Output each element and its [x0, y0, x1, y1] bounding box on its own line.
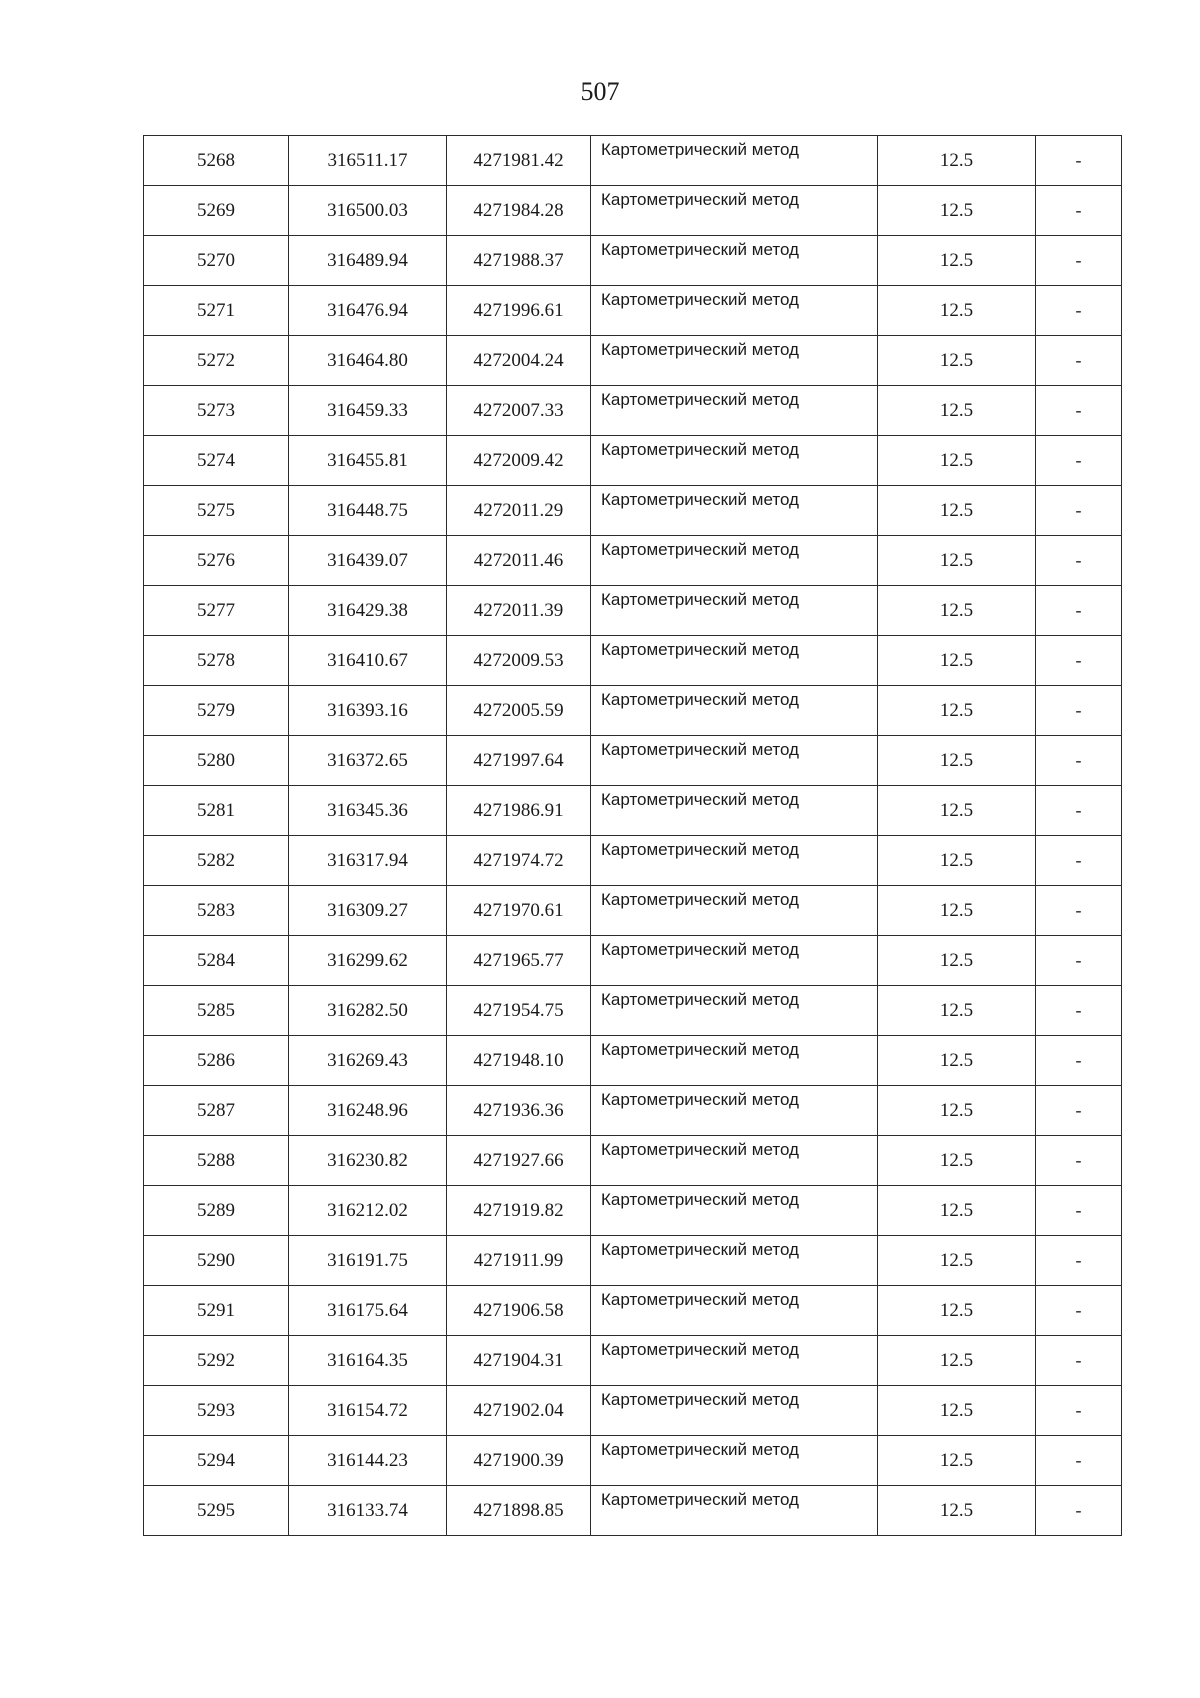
y-coordinate-cell: 4272009.53 — [447, 636, 591, 686]
y-coordinate-cell: 4272011.39 — [447, 586, 591, 636]
note-cell: - — [1036, 1486, 1122, 1536]
note-cell: - — [1036, 136, 1122, 186]
table-row — [144, 1286, 1122, 1336]
method-cell: Картометрический метод — [591, 636, 878, 686]
point-number-cell: 5294 — [144, 1436, 289, 1486]
accuracy-cell: 12.5 — [878, 236, 1036, 286]
x-coordinate-cell: 316345.36 — [289, 786, 447, 836]
page-number: 507 — [580, 77, 620, 106]
x-coordinate-cell: 316248.96 — [289, 1086, 447, 1136]
x-coordinate-cell: 316282.50 — [289, 986, 447, 1036]
accuracy-cell: 12.5 — [878, 486, 1036, 536]
point-number-cell: 5285 — [144, 986, 289, 1036]
method-cell: Картометрический метод — [591, 686, 878, 736]
point-number-cell: 5282 — [144, 836, 289, 886]
note-cell: - — [1036, 1336, 1122, 1386]
x-coordinate-cell: 316191.75 — [289, 1236, 447, 1286]
accuracy-cell: 12.5 — [878, 836, 1036, 886]
accuracy-cell: 12.5 — [878, 1136, 1036, 1186]
y-coordinate-cell: 4272005.59 — [447, 686, 591, 736]
y-coordinate-cell: 4272009.42 — [447, 436, 591, 486]
x-coordinate-cell: 316511.17 — [289, 136, 447, 186]
x-coordinate-cell: 316317.94 — [289, 836, 447, 886]
y-coordinate-cell: 4271906.58 — [447, 1286, 591, 1336]
method-cell: Картометрический метод — [591, 1086, 878, 1136]
table-row — [144, 136, 1122, 186]
point-number-cell: 5279 — [144, 686, 289, 736]
coordinates-table-body — [144, 136, 1122, 1536]
accuracy-cell: 12.5 — [878, 1436, 1036, 1486]
table-row — [144, 486, 1122, 536]
point-number-cell: 5289 — [144, 1186, 289, 1236]
y-coordinate-cell: 4271986.91 — [447, 786, 591, 836]
point-number-cell: 5292 — [144, 1336, 289, 1386]
note-cell: - — [1036, 786, 1122, 836]
accuracy-cell: 12.5 — [878, 986, 1036, 1036]
y-coordinate-cell: 4272004.24 — [447, 336, 591, 386]
method-cell: Картометрический метод — [591, 886, 878, 936]
table-row — [144, 1236, 1122, 1286]
note-cell: - — [1036, 486, 1122, 536]
y-coordinate-cell: 4271948.10 — [447, 1036, 591, 1086]
table-row — [144, 1186, 1122, 1236]
x-coordinate-cell: 316309.27 — [289, 886, 447, 936]
point-number-cell: 5290 — [144, 1236, 289, 1286]
accuracy-cell: 12.5 — [878, 1336, 1036, 1386]
x-coordinate-cell: 316212.02 — [289, 1186, 447, 1236]
method-cell: Картометрический метод — [591, 336, 878, 386]
accuracy-cell: 12.5 — [878, 936, 1036, 986]
method-cell: Картометрический метод — [591, 1286, 878, 1336]
accuracy-cell: 12.5 — [878, 336, 1036, 386]
accuracy-cell: 12.5 — [878, 1086, 1036, 1136]
method-cell: Картометрический метод — [591, 236, 878, 286]
x-coordinate-cell: 316476.94 — [289, 286, 447, 336]
note-cell: - — [1036, 886, 1122, 936]
accuracy-cell: 12.5 — [878, 736, 1036, 786]
method-cell: Картометрический метод — [591, 986, 878, 1036]
table-row — [144, 636, 1122, 686]
accuracy-cell: 12.5 — [878, 1286, 1036, 1336]
method-cell: Картометрический метод — [591, 1186, 878, 1236]
table-row — [144, 186, 1122, 236]
table-row — [144, 886, 1122, 936]
note-cell: - — [1036, 1186, 1122, 1236]
table-row — [144, 786, 1122, 836]
point-number-cell: 5270 — [144, 236, 289, 286]
x-coordinate-cell: 316448.75 — [289, 486, 447, 536]
accuracy-cell: 12.5 — [878, 536, 1036, 586]
table-row — [144, 1036, 1122, 1086]
method-cell: Картометрический метод — [591, 486, 878, 536]
point-number-cell: 5286 — [144, 1036, 289, 1086]
table-row — [144, 286, 1122, 336]
point-number-cell: 5269 — [144, 186, 289, 236]
point-number-cell: 5283 — [144, 886, 289, 936]
note-cell: - — [1036, 636, 1122, 686]
method-cell: Картометрический метод — [591, 736, 878, 786]
accuracy-cell: 12.5 — [878, 1186, 1036, 1236]
note-cell: - — [1036, 336, 1122, 386]
accuracy-cell: 12.5 — [878, 586, 1036, 636]
x-coordinate-cell: 316164.35 — [289, 1336, 447, 1386]
note-cell: - — [1036, 986, 1122, 1036]
method-cell: Картометрический метод — [591, 786, 878, 836]
x-coordinate-cell: 316455.81 — [289, 436, 447, 486]
point-number-cell: 5293 — [144, 1386, 289, 1436]
point-number-cell: 5268 — [144, 136, 289, 186]
method-cell: Картометрический метод — [591, 936, 878, 986]
note-cell: - — [1036, 1086, 1122, 1136]
table-row — [144, 236, 1122, 286]
point-number-cell: 5287 — [144, 1086, 289, 1136]
x-coordinate-cell: 316299.62 — [289, 936, 447, 986]
note-cell: - — [1036, 686, 1122, 736]
point-number-cell: 5277 — [144, 586, 289, 636]
method-cell: Картометрический метод — [591, 136, 878, 186]
x-coordinate-cell: 316500.03 — [289, 186, 447, 236]
x-coordinate-cell: 316230.82 — [289, 1136, 447, 1186]
method-cell: Картометрический метод — [591, 1136, 878, 1186]
method-cell: Картометрический метод — [591, 386, 878, 436]
table-row — [144, 336, 1122, 386]
coordinates-table — [143, 135, 1122, 1536]
y-coordinate-cell: 4271970.61 — [447, 886, 591, 936]
x-coordinate-cell: 316175.64 — [289, 1286, 447, 1336]
x-coordinate-cell: 316429.38 — [289, 586, 447, 636]
point-number-cell: 5295 — [144, 1486, 289, 1536]
table-row — [144, 736, 1122, 786]
method-cell: Картометрический метод — [591, 1386, 878, 1436]
point-number-cell: 5276 — [144, 536, 289, 586]
table-row — [144, 686, 1122, 736]
table-row — [144, 586, 1122, 636]
method-cell: Картометрический метод — [591, 1036, 878, 1086]
point-number-cell: 5281 — [144, 786, 289, 836]
method-cell: Картометрический метод — [591, 1336, 878, 1386]
y-coordinate-cell: 4271902.04 — [447, 1386, 591, 1436]
x-coordinate-cell: 316439.07 — [289, 536, 447, 586]
x-coordinate-cell: 316459.33 — [289, 386, 447, 436]
note-cell: - — [1036, 1436, 1122, 1486]
y-coordinate-cell: 4271981.42 — [447, 136, 591, 186]
x-coordinate-cell: 316133.74 — [289, 1486, 447, 1536]
y-coordinate-cell: 4271965.77 — [447, 936, 591, 986]
method-cell: Картометрический метод — [591, 536, 878, 586]
y-coordinate-cell: 4271911.99 — [447, 1236, 591, 1286]
note-cell: - — [1036, 186, 1122, 236]
x-coordinate-cell: 316464.80 — [289, 336, 447, 386]
accuracy-cell: 12.5 — [878, 1036, 1036, 1086]
note-cell: - — [1036, 1136, 1122, 1186]
note-cell: - — [1036, 1036, 1122, 1086]
method-cell: Картометрический метод — [591, 586, 878, 636]
note-cell: - — [1036, 436, 1122, 486]
accuracy-cell: 12.5 — [878, 386, 1036, 436]
method-cell: Картометрический метод — [591, 1486, 878, 1536]
method-cell: Картометрический метод — [591, 1236, 878, 1286]
note-cell: - — [1036, 236, 1122, 286]
y-coordinate-cell: 4272007.33 — [447, 386, 591, 436]
accuracy-cell: 12.5 — [878, 1486, 1036, 1536]
y-coordinate-cell: 4271936.36 — [447, 1086, 591, 1136]
method-cell: Картометрический метод — [591, 436, 878, 486]
y-coordinate-cell: 4271898.85 — [447, 1486, 591, 1536]
table-row — [144, 1136, 1122, 1186]
point-number-cell: 5275 — [144, 486, 289, 536]
note-cell: - — [1036, 936, 1122, 986]
method-cell: Картометрический метод — [591, 286, 878, 336]
accuracy-cell: 12.5 — [878, 186, 1036, 236]
table-row — [144, 436, 1122, 486]
accuracy-cell: 12.5 — [878, 1236, 1036, 1286]
y-coordinate-cell: 4271974.72 — [447, 836, 591, 886]
x-coordinate-cell: 316410.67 — [289, 636, 447, 686]
x-coordinate-cell: 316144.23 — [289, 1436, 447, 1486]
table-row — [144, 536, 1122, 586]
table-row — [144, 836, 1122, 886]
accuracy-cell: 12.5 — [878, 636, 1036, 686]
x-coordinate-cell: 316489.94 — [289, 236, 447, 286]
y-coordinate-cell: 4271954.75 — [447, 986, 591, 1036]
table-row — [144, 936, 1122, 986]
method-cell: Картометрический метод — [591, 1436, 878, 1486]
y-coordinate-cell: 4271900.39 — [447, 1436, 591, 1486]
accuracy-cell: 12.5 — [878, 436, 1036, 486]
note-cell: - — [1036, 386, 1122, 436]
point-number-cell: 5273 — [144, 386, 289, 436]
table-row — [144, 1336, 1122, 1386]
accuracy-cell: 12.5 — [878, 686, 1036, 736]
y-coordinate-cell: 4272011.29 — [447, 486, 591, 536]
method-cell: Картометрический метод — [591, 836, 878, 886]
table-row — [144, 1386, 1122, 1436]
note-cell: - — [1036, 286, 1122, 336]
note-cell: - — [1036, 1386, 1122, 1436]
note-cell: - — [1036, 586, 1122, 636]
y-coordinate-cell: 4271996.61 — [447, 286, 591, 336]
accuracy-cell: 12.5 — [878, 886, 1036, 936]
y-coordinate-cell: 4272011.46 — [447, 536, 591, 586]
x-coordinate-cell: 316372.65 — [289, 736, 447, 786]
note-cell: - — [1036, 1236, 1122, 1286]
note-cell: - — [1036, 836, 1122, 886]
table-row — [144, 1436, 1122, 1486]
y-coordinate-cell: 4271919.82 — [447, 1186, 591, 1236]
point-number-cell: 5291 — [144, 1286, 289, 1336]
y-coordinate-cell: 4271927.66 — [447, 1136, 591, 1186]
accuracy-cell: 12.5 — [878, 136, 1036, 186]
x-coordinate-cell: 316154.72 — [289, 1386, 447, 1436]
accuracy-cell: 12.5 — [878, 786, 1036, 836]
method-cell: Картометрический метод — [591, 186, 878, 236]
x-coordinate-cell: 316269.43 — [289, 1036, 447, 1086]
table-row — [144, 986, 1122, 1036]
point-number-cell: 5272 — [144, 336, 289, 386]
point-number-cell: 5288 — [144, 1136, 289, 1186]
point-number-cell: 5284 — [144, 936, 289, 986]
table-row — [144, 1486, 1122, 1536]
accuracy-cell: 12.5 — [878, 286, 1036, 336]
note-cell: - — [1036, 1286, 1122, 1336]
table-row — [144, 1086, 1122, 1136]
y-coordinate-cell: 4271984.28 — [447, 186, 591, 236]
note-cell: - — [1036, 536, 1122, 586]
y-coordinate-cell: 4271904.31 — [447, 1336, 591, 1386]
point-number-cell: 5274 — [144, 436, 289, 486]
accuracy-cell: 12.5 — [878, 1386, 1036, 1436]
x-coordinate-cell: 316393.16 — [289, 686, 447, 736]
y-coordinate-cell: 4271997.64 — [447, 736, 591, 786]
note-cell: - — [1036, 736, 1122, 786]
y-coordinate-cell: 4271988.37 — [447, 236, 591, 286]
point-number-cell: 5280 — [144, 736, 289, 786]
point-number-cell: 5271 — [144, 286, 289, 336]
point-number-cell: 5278 — [144, 636, 289, 686]
table-row — [144, 386, 1122, 436]
